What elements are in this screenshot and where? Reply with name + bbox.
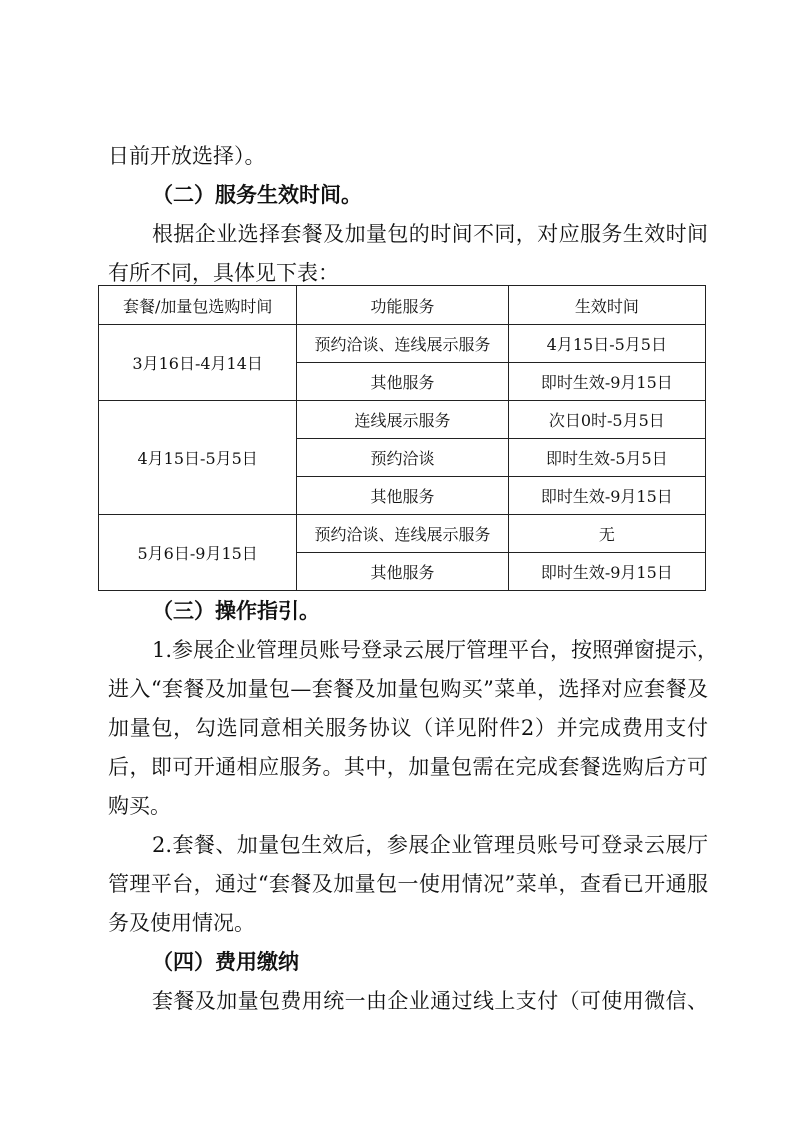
table-row bbox=[99, 401, 706, 439]
effective-cell: 次日0时-5月5日 bbox=[508, 401, 705, 439]
service-effective-time-table bbox=[98, 285, 706, 591]
table-row bbox=[99, 325, 706, 363]
effective-cell: 即时生效-9月15日 bbox=[508, 477, 705, 515]
table-header-row bbox=[99, 286, 706, 325]
paragraph-line: 套餐及加量包费用统一由企业通过线上支付（可使用微信、 bbox=[152, 989, 708, 1013]
effective-cell: 4月15日-5月5日 bbox=[508, 325, 705, 363]
service-cell: 其他服务 bbox=[297, 477, 508, 515]
paragraph-continuation: 日前开放选择）。 bbox=[108, 144, 266, 168]
table-header-cell: 套餐/加量包选购时间 bbox=[99, 286, 297, 325]
effective-cell: 即时生效-5月5日 bbox=[508, 439, 705, 477]
paragraph-line: 加量包，勾选同意相关服务协议（详见附件2）并完成费用支付 bbox=[108, 716, 708, 740]
service-cell: 其他服务 bbox=[297, 553, 508, 591]
effective-cell: 即时生效-9月15日 bbox=[508, 363, 705, 401]
paragraph-line: 有所不同，具体见下表： bbox=[108, 261, 339, 285]
paragraph-line: 2.套餐、加量包生效后，参展企业管理员账号可登录云展厅 bbox=[152, 833, 708, 857]
section-heading-3: （三）操作指引。 bbox=[152, 598, 320, 623]
period-cell: 5月6日-9月15日 bbox=[99, 515, 297, 591]
table-row bbox=[99, 515, 706, 553]
paragraph-line: 管理平台，通过“套餐及加量包一使用情况”菜单，查看已开通服 bbox=[108, 872, 708, 896]
period-cell: 3月16日-4月14日 bbox=[99, 325, 297, 401]
section-heading-4: （四）费用缴纳 bbox=[152, 949, 299, 974]
service-cell: 预约洽谈 bbox=[297, 439, 508, 477]
period-cell: 4月15日-5月5日 bbox=[99, 401, 297, 515]
effective-cell: 无 bbox=[508, 515, 705, 553]
service-cell: 预约洽谈、连线展示服务 bbox=[297, 515, 508, 553]
paragraph-line: 后，即可开通相应服务。其中，加量包需在完成套餐选购后方可 bbox=[108, 755, 708, 779]
table-header-cell: 生效时间 bbox=[508, 286, 705, 325]
effective-cell: 即时生效-9月15日 bbox=[508, 553, 705, 591]
paragraph-line: 根据企业选择套餐及加量包的时间不同，对应服务生效时间 bbox=[152, 222, 708, 246]
paragraph-line: 购买。 bbox=[108, 794, 171, 818]
paragraph-line: 进入“套餐及加量包—套餐及加量包购买”菜单，选择对应套餐及 bbox=[108, 677, 708, 701]
section-heading-2: （二）服务生效时间。 bbox=[152, 182, 362, 207]
service-cell: 预约洽谈、连线展示服务 bbox=[297, 325, 508, 363]
service-cell: 连线展示服务 bbox=[297, 401, 508, 439]
service-cell: 其他服务 bbox=[297, 363, 508, 401]
paragraph-line: 1.参展企业管理员账号登录云展厅管理平台，按照弹窗提示， bbox=[152, 638, 719, 662]
paragraph-line: 务及使用情况。 bbox=[108, 911, 255, 935]
table-header-cell: 功能服务 bbox=[297, 286, 508, 325]
